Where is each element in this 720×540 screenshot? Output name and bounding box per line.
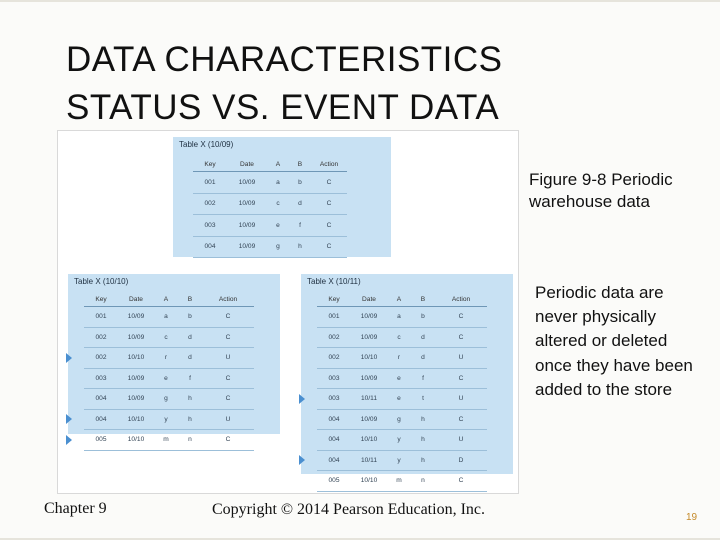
title-line-1: DATA CHARACTERISTICS (66, 40, 503, 79)
column-header: Date (351, 292, 387, 307)
table-cell: d (178, 327, 202, 348)
table-cell: C (435, 471, 487, 492)
table-row (84, 368, 254, 389)
table-row (84, 389, 254, 410)
table-caption-top: Table X (10/09) (179, 140, 234, 149)
data-table-right (317, 292, 487, 492)
table-cell: a (387, 307, 411, 328)
table-cell: 004 (193, 236, 227, 258)
table-cell: 10/10 (118, 430, 154, 451)
table-cell: f (289, 215, 311, 237)
table-cell: 10/10 (118, 409, 154, 430)
table-cell: h (178, 389, 202, 410)
table-cell: C (435, 307, 487, 328)
table-cell: 003 (193, 215, 227, 237)
table-cell: e (387, 368, 411, 389)
table-cell: 10/09 (351, 409, 387, 430)
title-line-2: STATUS VS. EVENT DATA (66, 88, 500, 127)
table-cell: C (202, 368, 254, 389)
table-cell: C (202, 430, 254, 451)
table-cell: 10/10 (118, 348, 154, 369)
table-cell: h (411, 409, 435, 430)
table-cell: C (202, 327, 254, 348)
table-cell: e (387, 389, 411, 410)
table-cell: a (154, 307, 178, 328)
table-cell: c (154, 327, 178, 348)
table-cell: 001 (193, 172, 227, 194)
table-cell: C (311, 193, 347, 215)
column-header: A (154, 292, 178, 307)
table-row (84, 348, 254, 369)
table-cell: C (435, 327, 487, 348)
table-cell: U (435, 348, 487, 369)
table-cell: 005 (317, 471, 351, 492)
table-cell: m (154, 430, 178, 451)
table-cell: d (178, 348, 202, 369)
table-row (193, 193, 347, 215)
table-cell: d (289, 193, 311, 215)
table-cell: 002 (84, 348, 118, 369)
top-rule (0, 0, 720, 2)
table-cell: 001 (84, 307, 118, 328)
column-header: A (387, 292, 411, 307)
table-cell: C (202, 389, 254, 410)
table-cell: y (387, 430, 411, 451)
column-header: B (178, 292, 202, 307)
table-cell: 10/09 (227, 215, 267, 237)
changed-row-marker-icon (66, 353, 72, 363)
table-cell: n (411, 471, 435, 492)
table-cell: a (267, 172, 289, 194)
table-cell: D (435, 450, 487, 471)
changed-row-marker-icon (66, 414, 72, 424)
table-row (193, 236, 347, 258)
table-panel-right (301, 274, 513, 485)
table-cell: b (289, 172, 311, 194)
table-cell: h (289, 236, 311, 258)
table-cell: 002 (317, 327, 351, 348)
table-cell: 10/09 (227, 236, 267, 258)
table-cell: 004 (84, 409, 118, 430)
table-cell: U (202, 348, 254, 369)
table-row (317, 430, 487, 451)
table-cell: c (267, 193, 289, 215)
table-cell: U (435, 389, 487, 410)
table-row (193, 215, 347, 237)
table-cell: 10/09 (118, 307, 154, 328)
table-cell: r (154, 348, 178, 369)
table-header-row (193, 157, 347, 172)
table-cell: 002 (317, 348, 351, 369)
table-row (84, 409, 254, 430)
data-table-left (84, 292, 254, 451)
figure-caption: Figure 9-8 Periodic warehouse data (529, 170, 673, 211)
table-cell: C (435, 409, 487, 430)
table-header-row (317, 292, 487, 307)
table-cell: 10/09 (227, 172, 267, 194)
table-cell: f (411, 368, 435, 389)
table-cell: g (387, 409, 411, 430)
column-header: A (267, 157, 289, 172)
column-header: B (411, 292, 435, 307)
table-cell: 002 (193, 193, 227, 215)
table-cell: 10/11 (351, 450, 387, 471)
table-cell: n (178, 430, 202, 451)
table-cell: d (411, 348, 435, 369)
column-header: Key (193, 157, 227, 172)
column-header: Action (435, 292, 487, 307)
table-cell: 004 (84, 389, 118, 410)
table-cell: 004 (317, 409, 351, 430)
table-cell: b (178, 307, 202, 328)
column-header: Action (202, 292, 254, 307)
table-row (84, 327, 254, 348)
table-cell: 10/09 (118, 389, 154, 410)
footer-copyright: Copyright © 2014 Pearson Education, Inc. (212, 501, 485, 518)
table-cell: c (387, 327, 411, 348)
column-header: Key (84, 292, 118, 307)
changed-row-marker-icon (66, 435, 72, 445)
column-header: Date (227, 157, 267, 172)
periodic-warehouse-figure (57, 130, 519, 494)
table-cell: y (387, 450, 411, 471)
table-cell: 002 (84, 327, 118, 348)
table-cell: 004 (317, 450, 351, 471)
table-cell: 003 (84, 368, 118, 389)
table-cell: h (411, 450, 435, 471)
table-cell: 003 (317, 389, 351, 410)
table-cell: r (387, 348, 411, 369)
table-row (317, 389, 487, 410)
table-cell: 10/09 (351, 327, 387, 348)
table-cell: 10/11 (351, 389, 387, 410)
table-row (84, 307, 254, 328)
table-cell: U (435, 430, 487, 451)
table-header-row (84, 292, 254, 307)
column-header: Action (311, 157, 347, 172)
changed-row-marker-icon (299, 394, 305, 404)
table-cell: C (311, 236, 347, 258)
table-cell: C (202, 307, 254, 328)
table-cell: b (411, 307, 435, 328)
table-cell: C (435, 368, 487, 389)
table-cell: m (387, 471, 411, 492)
table-cell: 10/09 (351, 307, 387, 328)
table-cell: h (178, 409, 202, 430)
column-header: Key (317, 292, 351, 307)
table-cell: C (311, 172, 347, 194)
changed-row-marker-icon (299, 455, 305, 465)
table-cell: e (267, 215, 289, 237)
data-table-top (193, 157, 347, 258)
table-cell: 003 (317, 368, 351, 389)
table-cell: g (267, 236, 289, 258)
column-header: B (289, 157, 311, 172)
table-row (193, 172, 347, 194)
table-cell: e (154, 368, 178, 389)
page-number: 19 (686, 512, 698, 523)
table-cell: 005 (84, 430, 118, 451)
table-row (84, 430, 254, 451)
table-row (317, 327, 487, 348)
column-header: Date (118, 292, 154, 307)
table-row (317, 450, 487, 471)
table-cell: h (411, 430, 435, 451)
table-cell: g (154, 389, 178, 410)
table-caption-left: Table X (10/10) (74, 277, 129, 286)
table-row (317, 471, 487, 492)
table-cell: 10/10 (351, 348, 387, 369)
table-row (317, 368, 487, 389)
table-cell: 10/09 (118, 327, 154, 348)
table-cell: 10/10 (351, 430, 387, 451)
body-text: Periodic data are never physically altered or deleted once they have been added to the store (535, 283, 693, 399)
table-cell: 001 (317, 307, 351, 328)
footer-chapter: Chapter 9 (44, 500, 107, 517)
table-cell: t (411, 389, 435, 410)
table-cell: 10/09 (227, 193, 267, 215)
table-cell: y (154, 409, 178, 430)
slide-title (66, 36, 503, 132)
table-cell: 10/09 (351, 368, 387, 389)
table-cell: U (202, 409, 254, 430)
table-cell: C (311, 215, 347, 237)
table-row (317, 348, 487, 369)
table-panel-top (173, 137, 391, 257)
table-cell: 004 (317, 430, 351, 451)
table-cell: f (178, 368, 202, 389)
table-panel-left (68, 274, 280, 444)
table-caption-right: Table X (10/11) (307, 277, 361, 286)
table-cell: d (411, 327, 435, 348)
table-cell: 10/10 (351, 471, 387, 492)
table-row (317, 307, 487, 328)
table-cell: 10/09 (118, 368, 154, 389)
table-row (317, 409, 487, 430)
